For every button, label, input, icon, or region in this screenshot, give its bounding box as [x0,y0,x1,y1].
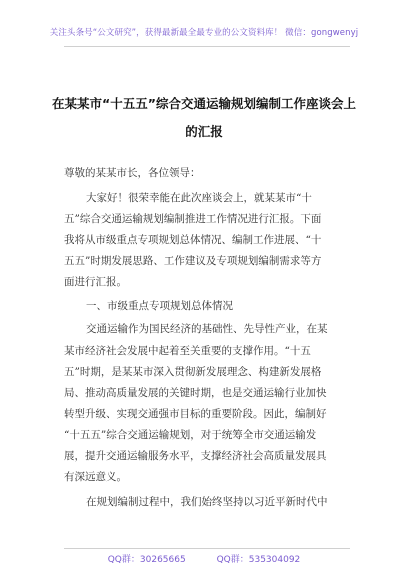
header-notice: 关注头条号“公文研究”，获得最新最全最专业的公文资料库！ 微信：gongwenyj [49,28,359,38]
header-divider [64,46,350,47]
paragraph-2-line: 五”时期，是某某市深入贯彻新发展理念、构建新发展格 [64,366,322,378]
document-title-line-2: 的汇报 [185,124,223,139]
paragraph-2-line: “十五五”综合交通运输规划，对于统筹全市交通运输发 [64,429,317,441]
paragraph-2-line: 交通运输作为国民经济的基础性、先导性产业，在某 [86,323,328,335]
qq-group-2: QQ群：535304092 [216,555,301,565]
footer-divider [64,548,350,549]
qq-group-1: QQ群：30265665 [107,555,186,565]
paragraph-2-line: 展，提升交通运输服务水平，支撑经济社会高质量发展具 [64,450,327,462]
paragraph-2-line: 转型升级、实现交通强市目标的重要阶段。因此，编制好 [64,408,327,420]
paragraph-1-line: 大家好！很荣幸能在此次座谈会上，就某某市“十 [86,192,312,204]
paragraph-1-line: 面进行汇报。 [64,276,127,288]
paragraph-2-line: 某市经济社会发展中起着至关重要的支撑作用。“十五 [64,345,311,357]
greeting: 尊敬的某某市长，各位领导： [64,167,201,179]
paragraph-3-line: 在规划编制过程中，我们始终坚持以习近平新时代中 [86,496,328,508]
paragraph-2-line: 局、推动高质量发展的关键时期，也是交通运输行业加快 [64,387,327,399]
footer-contact [0,552,408,565]
paragraph-1-line: 我将从市级重点专项规划总体情况、编制工作进展、“十 [64,234,322,246]
paragraph-1-line: 五”综合交通运输规划编制推进工作情况进行汇报。下面 [64,213,322,225]
paragraph-2-line: 有深远意义。 [64,471,127,483]
document-title-line-1: 在某某市“十五五”综合交通运输规划编制工作座谈会上 [52,96,356,111]
section-heading-1: 一、市级重点专项规划总体情况 [86,300,233,312]
paragraph-1-line: 五五”时期发展思路、工作建议及专项规划编制需求等方 [64,255,322,267]
